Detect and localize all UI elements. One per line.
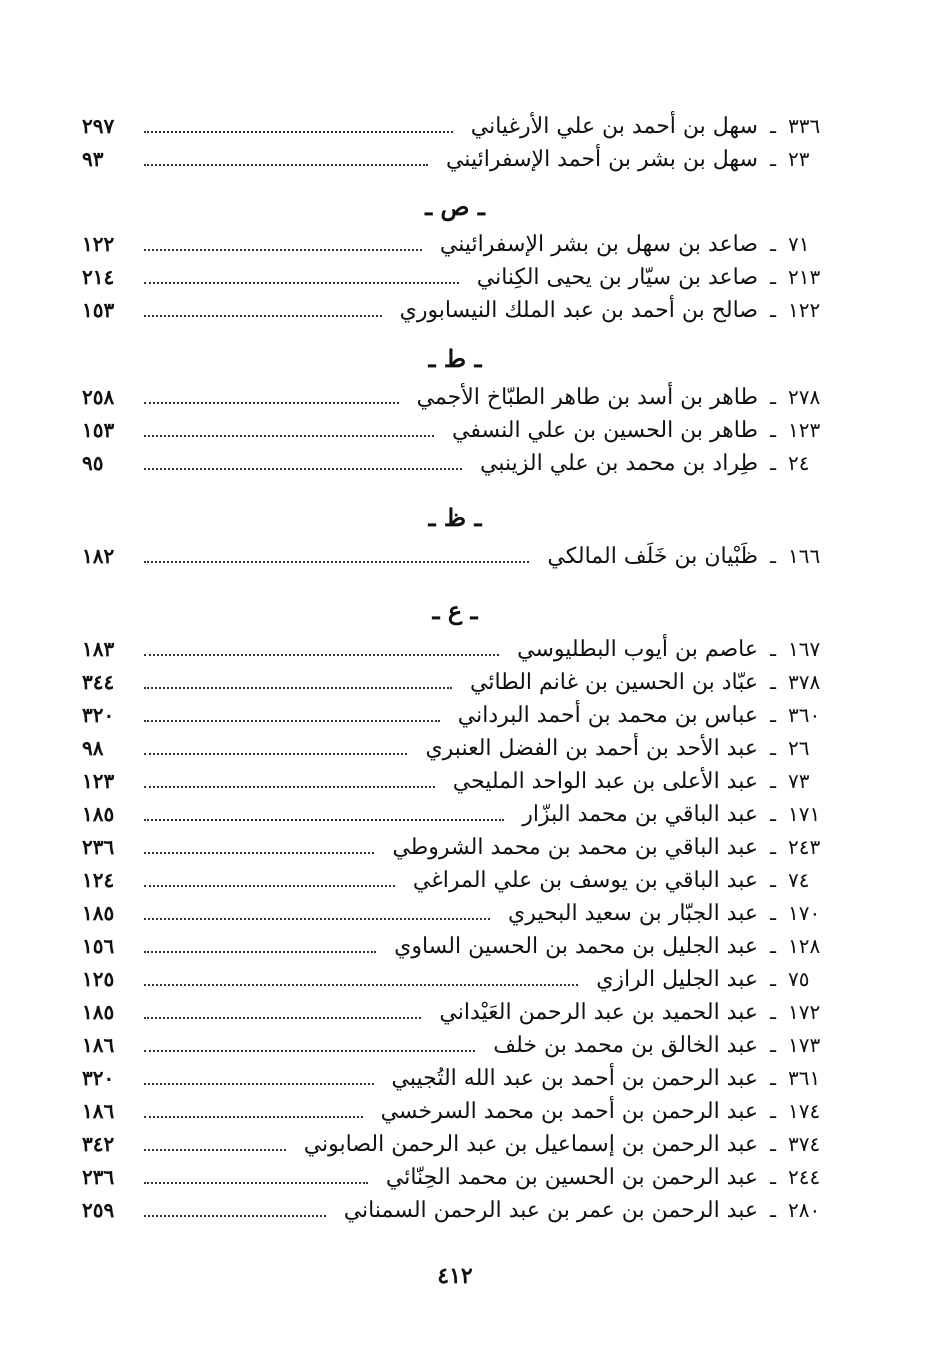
entry-dash: ـ — [770, 418, 776, 442]
index-entry — [82, 1062, 832, 1094]
entry-page-ref: ١٨٥ — [82, 802, 115, 826]
index-entry — [82, 963, 832, 995]
entry-number: ١٢٨ — [788, 934, 821, 958]
entry-dash: ـ — [770, 769, 776, 793]
entry-number: ١٦٦ — [788, 544, 821, 568]
entry-page-ref: ١٥٦ — [82, 934, 115, 958]
section-letter-heading: ـ ص ـ — [425, 192, 485, 221]
index-entry — [82, 294, 832, 326]
section-letter-heading: ـ ط ـ — [428, 344, 482, 373]
dot-leader — [144, 131, 453, 133]
dot-leader — [144, 1215, 326, 1217]
index-entry — [82, 765, 832, 797]
entry-number: ٧١ — [788, 232, 810, 256]
dot-leader — [144, 687, 452, 689]
dot-leader — [144, 561, 529, 563]
entry-page-ref: ١٥٣ — [82, 418, 115, 442]
index-entry — [82, 381, 832, 413]
entry-name: عبد الحميد بن عبد الرحمن العَيْداني — [439, 999, 758, 1025]
index-entry — [82, 1095, 832, 1127]
index-entry — [82, 1161, 832, 1193]
section-letter-heading: ـ ظ ـ — [428, 503, 482, 532]
entry-number: ٧٥ — [788, 967, 810, 991]
entry-dash: ـ — [770, 298, 776, 322]
entry-number: ١٧٣ — [788, 1033, 821, 1057]
entry-page-ref: ٢٣٦ — [82, 835, 115, 859]
entry-name: عبد الرحمن بن إسماعيل بن عبد الرحمن الصابوني — [303, 1131, 758, 1157]
entry-name: طاهر بن أسد بن طاهر الطبّاخ الأجمي — [416, 384, 758, 410]
entry-number: ٣٧٤ — [788, 1132, 821, 1156]
entry-page-ref: ١٨٣ — [82, 637, 115, 661]
index-entry — [82, 1128, 832, 1160]
index-entry — [82, 1194, 832, 1226]
dot-leader — [144, 435, 434, 437]
index-entry — [82, 261, 832, 293]
dot-leader — [144, 1050, 475, 1052]
page-number: ٤١٢ — [437, 1263, 473, 1289]
entry-page-ref: ١٨٥ — [82, 1000, 115, 1024]
entry-dash: ـ — [770, 265, 776, 289]
entry-name: عبد الرحمن بن أحمد بن عبد الله التُجيبي — [391, 1065, 758, 1091]
entry-name: عبد الأعلى بن عبد الواحد المليحي — [452, 768, 758, 794]
entry-number: ٢٧٨ — [788, 385, 821, 409]
dot-leader — [144, 315, 382, 317]
entry-dash: ـ — [770, 703, 776, 727]
entry-page-ref: ٢٩٧ — [82, 114, 115, 138]
entry-dash: ـ — [770, 934, 776, 958]
entry-page-ref: ٣٢٠ — [82, 1066, 115, 1090]
index-entry — [82, 798, 832, 830]
index-entry — [82, 666, 832, 698]
dot-leader — [144, 918, 490, 920]
entry-name: طاهر بن الحسين بن علي النسفي — [452, 417, 758, 443]
entry-dash: ـ — [770, 1099, 776, 1123]
entry-number: ٢١٣ — [788, 265, 821, 289]
index-entry — [82, 864, 832, 896]
index-entry — [82, 930, 832, 962]
dot-leader — [144, 1149, 286, 1151]
entry-name: عبد الرحمن بن عمر بن عبد الرحمن السمناني — [343, 1197, 758, 1223]
entry-number: ١٧٢ — [788, 1000, 821, 1024]
dot-leader — [144, 654, 499, 656]
dot-leader — [144, 720, 440, 722]
entry-number: ٧٣ — [788, 769, 810, 793]
entry-dash: ـ — [770, 736, 776, 760]
entry-page-ref: ١٨٦ — [82, 1033, 115, 1057]
dot-leader — [144, 819, 504, 821]
entry-page-ref: ٩٨ — [82, 736, 104, 760]
entry-dash: ـ — [770, 1033, 776, 1057]
entry-dash: ـ — [770, 385, 776, 409]
index-entry — [82, 897, 832, 929]
dot-leader — [144, 951, 376, 953]
index-entry — [82, 414, 832, 446]
entry-page-ref: ١٢٥ — [82, 967, 115, 991]
entry-name: عبد الباقي بن محمد بن محمد الشروطي — [392, 834, 758, 860]
entry-dash: ـ — [770, 1132, 776, 1156]
dot-leader — [144, 1116, 363, 1118]
entry-name: عبّاد بن الحسين بن غانم الطائي — [470, 669, 758, 695]
entry-dash: ـ — [770, 637, 776, 661]
entry-name: عبد الباقي بن محمد البزّار — [522, 801, 758, 827]
entry-name: طِراد بن محمد بن علي الزينبي — [480, 450, 758, 476]
entry-name: صاعد بن سهل بن بشر الإسفرائيني — [439, 231, 758, 257]
entry-name: عبد الجبّار بن سعيد البحيري — [507, 900, 758, 926]
entry-number: ٢٤٣ — [788, 835, 821, 859]
entry-number: ٢٦ — [788, 736, 810, 760]
entry-number: ١٢٢ — [788, 298, 821, 322]
entry-page-ref: ٩٥ — [82, 451, 104, 475]
entry-dash: ـ — [770, 544, 776, 568]
entry-number: ٣٦١ — [788, 1066, 821, 1090]
dot-leader — [144, 885, 395, 887]
entry-page-ref: ٢٥٩ — [82, 1198, 115, 1222]
entry-dash: ـ — [770, 670, 776, 694]
index-entry — [82, 1029, 832, 1061]
entry-number: ٣٧٨ — [788, 670, 821, 694]
dot-leader — [144, 852, 374, 854]
index-entry — [82, 699, 832, 731]
index-entry — [82, 732, 832, 764]
entry-name: ظَبْيان بن خَلَف المالكي — [547, 543, 758, 569]
entry-number: ١٢٣ — [788, 418, 821, 442]
dot-leader — [144, 1182, 368, 1184]
dot-leader — [144, 282, 459, 284]
entry-dash: ـ — [770, 901, 776, 925]
dot-leader — [144, 402, 399, 404]
entry-number: ٢٤٤ — [788, 1165, 821, 1189]
entry-page-ref: ١٨٥ — [82, 901, 115, 925]
entry-name: عبد الجليل الرازي — [596, 966, 758, 992]
entry-page-ref: ١٥٣ — [82, 298, 115, 322]
entry-dash: ـ — [770, 114, 776, 138]
entry-page-ref: ١٢٣ — [82, 769, 115, 793]
entry-page-ref: ٢٣٦ — [82, 1165, 115, 1189]
entry-name: عبد الأحد بن أحمد بن الفضل العنبري — [425, 735, 758, 761]
entry-dash: ـ — [770, 451, 776, 475]
entry-page-ref: ١٨٦ — [82, 1099, 115, 1123]
entry-number: ٢٤ — [788, 451, 810, 475]
section-letter-heading: ـ ع ـ — [432, 596, 478, 625]
entry-name: سهل بن أحمد بن علي الأرغياني — [470, 113, 758, 139]
index-entry — [82, 447, 832, 479]
dot-leader — [144, 249, 422, 251]
entry-page-ref: ٣٤٤ — [82, 670, 115, 694]
entry-name: عاصم بن أيوب البطليوسي — [517, 636, 758, 662]
entry-number: ٢٨٠ — [788, 1198, 821, 1222]
dot-leader — [144, 164, 428, 166]
index-entry — [82, 831, 832, 863]
index-entry — [82, 540, 832, 572]
entry-number: ١٦٧ — [788, 637, 821, 661]
index-entry — [82, 228, 832, 260]
dot-leader — [144, 786, 435, 788]
entry-dash: ـ — [770, 232, 776, 256]
entry-dash: ـ — [770, 1000, 776, 1024]
entry-number: ١٧١ — [788, 802, 821, 826]
dot-leader — [144, 1017, 421, 1019]
entry-number: ٧٤ — [788, 868, 810, 892]
entry-name: صالح بن أحمد بن عبد الملك النيسابوري — [399, 297, 758, 323]
index-entry — [82, 143, 832, 175]
entry-name: عبد الرحمن بن أحمد بن محمد السرخسي — [380, 1098, 758, 1124]
entry-number: ٢٣ — [788, 147, 810, 171]
entry-name: عبد الخالق بن محمد بن خلف — [493, 1032, 758, 1058]
entry-name: عبد الجليل بن محمد بن الحسين الساوي — [394, 933, 758, 959]
entry-page-ref: ٣٢٠ — [82, 703, 115, 727]
entry-page-ref: ٢٥٨ — [82, 385, 115, 409]
entry-dash: ـ — [770, 1198, 776, 1222]
entry-page-ref: ٩٣ — [82, 147, 104, 171]
entry-name: عبد الرحمن بن الحسين بن محمد الحِنّائي — [385, 1164, 758, 1190]
index-entry — [82, 633, 832, 665]
entry-page-ref: ١٨٢ — [82, 544, 115, 568]
entry-name: عبد الباقي بن يوسف بن علي المراغي — [412, 867, 758, 893]
entry-dash: ـ — [770, 835, 776, 859]
entry-dash: ـ — [770, 1165, 776, 1189]
entry-dash: ـ — [770, 1066, 776, 1090]
dot-leader — [144, 753, 407, 755]
entry-number: ١٧٠ — [788, 901, 821, 925]
dot-leader — [144, 1083, 374, 1085]
entry-name: سهل بن بشر بن أحمد الإسفرائيني — [445, 146, 758, 172]
index-entry — [82, 110, 832, 142]
entry-dash: ـ — [770, 868, 776, 892]
entry-dash: ـ — [770, 967, 776, 991]
dot-leader — [144, 468, 462, 470]
entry-dash: ـ — [770, 147, 776, 171]
entry-number: ٣٦٠ — [788, 703, 821, 727]
dot-leader — [144, 984, 578, 986]
entry-number: ١٧٤ — [788, 1099, 821, 1123]
entry-page-ref: ١٢٤ — [82, 868, 115, 892]
entry-page-ref: ٣٤٢ — [82, 1132, 115, 1156]
index-entry — [82, 996, 832, 1028]
entry-name: صاعد بن سيّار بن يحيى الكِناني — [476, 264, 758, 290]
entry-dash: ـ — [770, 802, 776, 826]
entry-page-ref: ١٢٢ — [82, 232, 115, 256]
entry-page-ref: ٢١٤ — [82, 265, 115, 289]
entry-number: ٣٣٦ — [788, 114, 821, 138]
entry-name: عباس بن محمد بن أحمد البرداني — [457, 702, 758, 728]
